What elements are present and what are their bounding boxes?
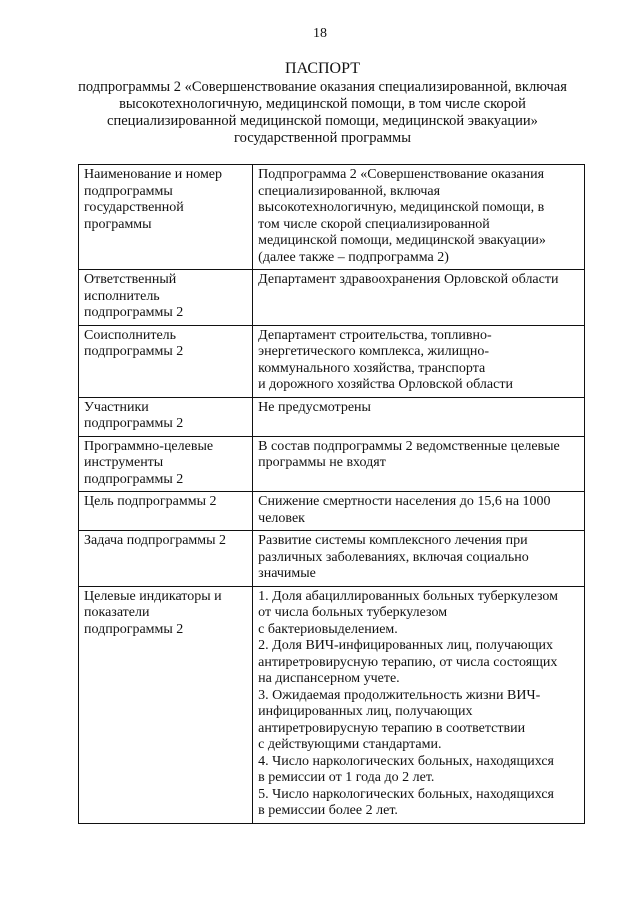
subtitle-line: высокотехнологичную, медицинской помощи, в том числе скорой bbox=[119, 96, 526, 112]
row-label-cell bbox=[79, 270, 253, 326]
row-label-line: программы bbox=[84, 216, 152, 232]
row-label-line: Ответственный bbox=[84, 272, 177, 287]
row-label-line: Участники bbox=[84, 399, 149, 415]
row-label-cell bbox=[79, 586, 253, 823]
row-label-line: Целевые индикаторы и bbox=[84, 588, 222, 604]
subtitle-line: специализированной медицинской помощи, медицинской эвакуации» bbox=[107, 113, 538, 129]
row-value-line: 3. Ожидаемая продолжительность жизни ВИЧ- bbox=[258, 687, 541, 703]
table-row bbox=[79, 165, 585, 270]
row-label-line: подпрограммы 2 bbox=[84, 621, 184, 637]
row-value-line: коммунального хозяйства, транспорта bbox=[258, 360, 486, 376]
row-label-line: подпрограммы bbox=[84, 183, 173, 199]
row-value-line: Подпрограмма 2 «Совершенствование оказания bbox=[258, 167, 545, 182]
table-row bbox=[79, 436, 585, 492]
row-label-line: исполнитель bbox=[84, 288, 160, 304]
row-value-line: и дорожного хозяйства Орловской области bbox=[258, 377, 513, 392]
row-value-cell bbox=[253, 492, 585, 531]
table-row bbox=[79, 397, 585, 436]
table-row bbox=[79, 531, 585, 587]
document-title: ПАСПОРТ bbox=[285, 60, 360, 77]
row-label-line: подпрограммы 2 bbox=[84, 344, 184, 359]
row-value-cell bbox=[253, 165, 585, 270]
row-value-line: Не предусмотрены bbox=[258, 399, 371, 415]
row-value-line: том числе скорой специализированной bbox=[258, 216, 490, 232]
row-value-line: 4. Число наркологических больных, находящихся bbox=[258, 753, 554, 769]
subtitle-line: подпрограммы 2 «Совершенствование оказания специализированной, включая bbox=[78, 79, 567, 95]
row-value-line: от числа больных туберкулезом bbox=[258, 605, 448, 620]
row-value-cell bbox=[253, 270, 585, 326]
table-row bbox=[79, 270, 585, 326]
row-label-cell bbox=[79, 436, 253, 492]
row-value-cell bbox=[253, 436, 585, 492]
row-value-line: антиретровирусную терапию в соответствии bbox=[258, 720, 526, 736]
row-value-cell bbox=[253, 397, 585, 436]
row-label-line: Программно-целевые bbox=[84, 438, 214, 454]
row-value-line: с бактериовыделением. bbox=[258, 621, 398, 637]
row-value-line: с действующими стандартами. bbox=[258, 737, 442, 752]
table-row bbox=[79, 492, 585, 531]
row-value-line: на диспансерном учете. bbox=[258, 671, 400, 686]
row-value-line: Департамент строительства, топливно- bbox=[258, 327, 492, 343]
row-value-line: 5. Число наркологических больных, находящихся bbox=[258, 786, 554, 802]
row-label-line: подпрограммы 2 bbox=[84, 416, 184, 431]
row-value-line: программы не входят bbox=[258, 455, 386, 470]
row-value-line: энергетического комплекса, жилищно- bbox=[258, 344, 490, 359]
row-label-line: Цель подпрограммы 2 bbox=[84, 494, 217, 509]
row-label-line: подпрограммы 2 bbox=[84, 305, 184, 320]
row-value-cell bbox=[253, 586, 585, 823]
row-label-cell bbox=[79, 492, 253, 531]
row-label-line: Задача подпрограммы 2 bbox=[84, 533, 227, 548]
page-number: 18 bbox=[313, 26, 327, 41]
row-value-line: значимые bbox=[258, 566, 316, 581]
row-value-line: Снижение смертности населения до 15,6 на 1000 bbox=[258, 494, 551, 509]
row-value-line: человек bbox=[258, 510, 305, 526]
row-value-line: 2. Доля ВИЧ-инфицированных лиц, получающих bbox=[258, 638, 553, 653]
row-value-cell bbox=[253, 531, 585, 587]
row-value-line: в ремиссии более 2 лет. bbox=[258, 803, 398, 818]
row-value-line: различных заболеваниях, включая социально bbox=[258, 549, 529, 565]
row-label-line: Наименование и номер bbox=[84, 167, 223, 182]
row-label-cell bbox=[79, 531, 253, 587]
subtitle-line: государственной программы bbox=[234, 130, 411, 146]
row-value-line: в ремиссии от 1 года до 2 лет. bbox=[258, 770, 435, 785]
row-value-cell bbox=[253, 325, 585, 397]
row-value-line: В состав подпрограммы 2 ведомственные целевые bbox=[258, 438, 560, 454]
passport-table bbox=[78, 164, 585, 824]
row-label-line: подпрограммы 2 bbox=[84, 471, 184, 487]
row-label-cell bbox=[79, 397, 253, 436]
passport-table-body bbox=[79, 165, 585, 824]
row-value-line: (далее также – подпрограмма 2) bbox=[258, 249, 449, 265]
row-label-cell bbox=[79, 325, 253, 397]
row-value-line: медицинской помощи, медицинской эвакуации» bbox=[258, 233, 546, 248]
row-value-line: антиретровирусную терапию, от числа состоящих bbox=[258, 654, 558, 670]
row-value-line: 1. Доля абациллированных больных туберкулезом bbox=[258, 588, 559, 604]
row-label-line: показатели bbox=[84, 605, 150, 620]
row-label-line: инструменты bbox=[84, 455, 164, 470]
row-label-line: государственной bbox=[84, 200, 184, 215]
table-row bbox=[79, 325, 585, 397]
row-value-line: высокотехнологичную, медицинской помощи, в bbox=[258, 200, 545, 215]
document-header bbox=[40, 60, 605, 147]
row-label-cell bbox=[79, 165, 253, 270]
row-value-line: специализированной, включая bbox=[258, 183, 441, 199]
row-value-line: Развитие системы комплексного лечения при bbox=[258, 533, 528, 548]
row-value-line: инфицированных лиц, получающих bbox=[258, 704, 473, 719]
row-label-line: Соисполнитель bbox=[84, 327, 177, 343]
row-value-line: Департамент здравоохранения Орловской области bbox=[258, 272, 559, 287]
table-row bbox=[79, 586, 585, 823]
